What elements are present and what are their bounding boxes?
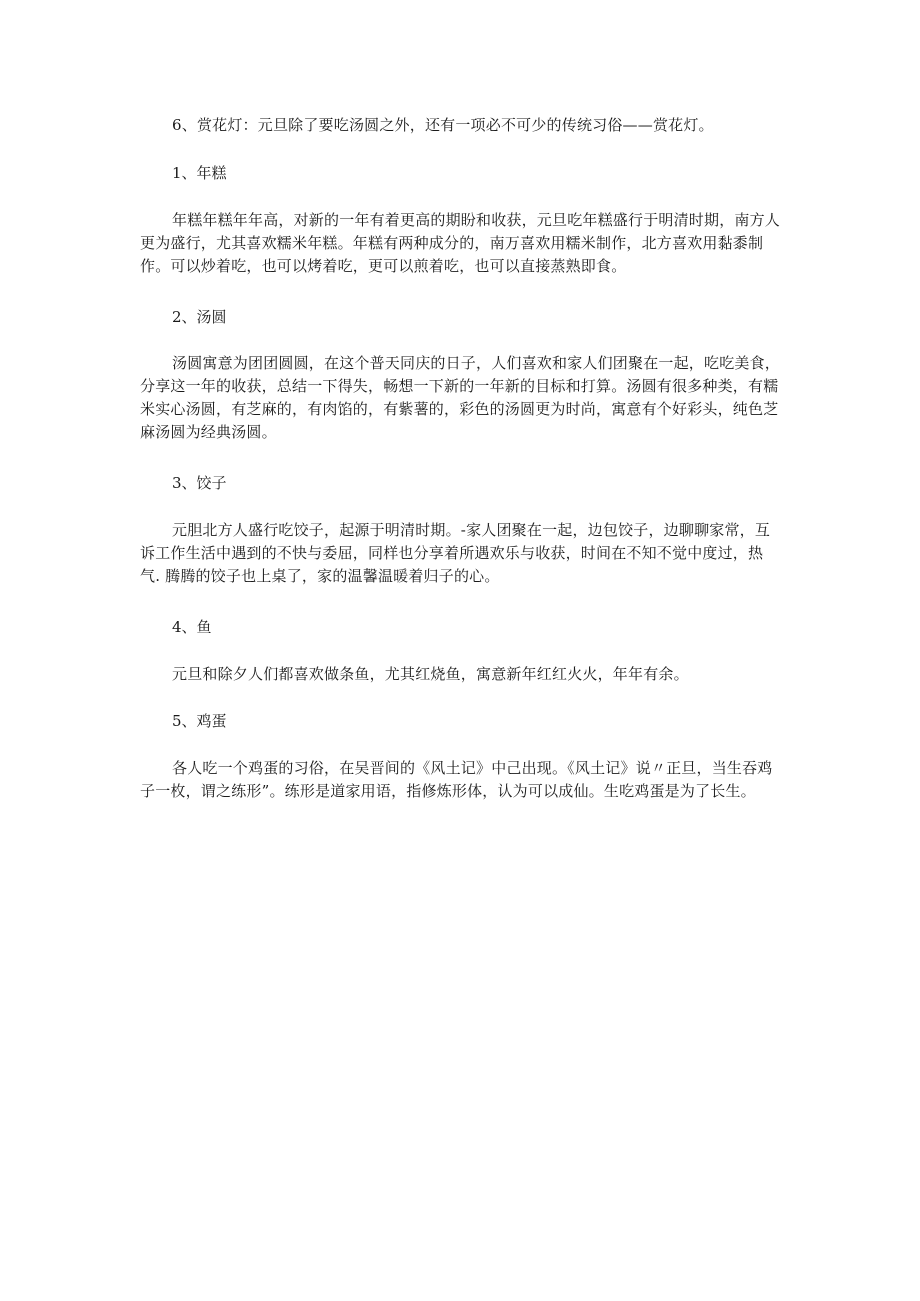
section-heading-jidan: 5、鸡蛋 bbox=[172, 712, 227, 730]
section-heading-tangyuan: 2、汤圆 bbox=[172, 308, 227, 326]
section-body-niangao: 年糕年糕年年高，对新的一年有着更高的期盼和收获，元旦吃年糕盛行于明清时期，南方人更为盛行，尤其喜欢糯米年糕。年糕有两种成分的，南万喜欢用糯米制作，北方喜欢用黏黍制作。可以炒着吃，也可以烤着吃，更可以煎着吃，也可以直接蒸熟即食。 bbox=[140, 211, 781, 275]
section-body-tangyuan: 汤圆寓意为团团圆圆，在这个普天同庆的日子，人们喜欢和家人们团聚在一起，吃吃美食，分享这一年的收获，总结一下得失，畅想一下新的一年新的目标和打算。汤圆有很多种类，有糯米实心汤圆，有芝麻的，有肉馅的，有紫薯的，彩色的汤圆更为时尚，寓意有个好彩头，纯色芝麻汤圆为经典汤圆。 bbox=[140, 354, 781, 441]
section-heading-yu: 4、鱼 bbox=[172, 618, 212, 636]
section-body-jidan: 各人吃一个鸡蛋的习俗，在吴晋间的《风土记》中己出现。《风土记》说〃正旦，当生吞鸡子一枚，谓之练形”。练形是道家用语，指修炼形体，认为可以成仙。生吃鸡蛋是为了长生。 bbox=[140, 759, 773, 800]
section-body-jiaozi: 元胆北方人盛行吃饺子，起源于明清时期。-家人团聚在一起，边包饺子，边聊聊家常，互诉工作生活中遇到的不快与委屈，同样也分享着所遇欢乐与收获，时间在不知不觉中度过，热气. 腾腾的饺子也上桌了，家的温馨温暖着归子的心。 bbox=[140, 521, 771, 585]
section-body-yu: 元旦和除夕人们都喜欢做条鱼，尤其红烧鱼，寓意新年红红火火，年年有余。 bbox=[172, 665, 689, 683]
section-heading-niangao: 1、年糕 bbox=[172, 164, 227, 182]
intro-line: 6、赏花灯：元旦除了要吃汤圆之外，还有一项必不可少的传统习俗——赏花灯。 bbox=[172, 116, 714, 134]
section-heading-jiaozi: 3、饺子 bbox=[172, 474, 227, 492]
